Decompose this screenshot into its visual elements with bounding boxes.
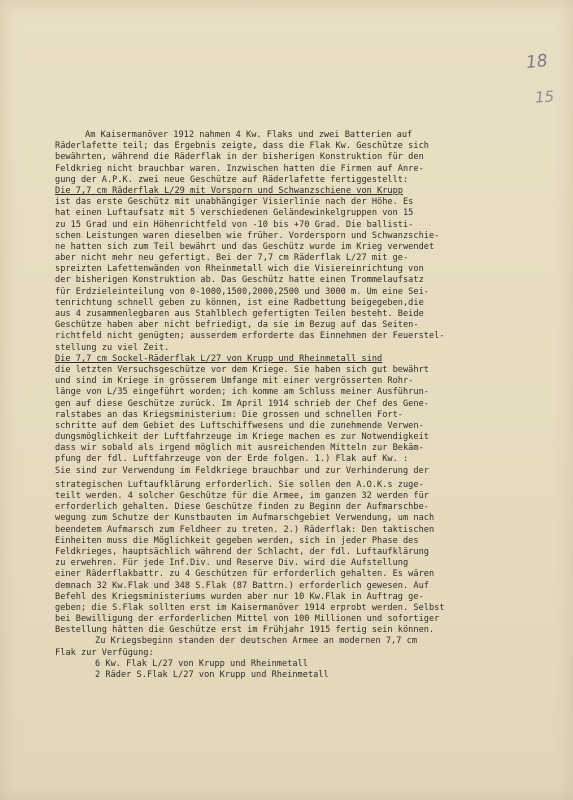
text-line: 6 Kw. Flak L/27 von Krupp und Rheinmetall xyxy=(95,658,308,669)
text-line: stellung zu viel Zeit. xyxy=(55,342,170,353)
text-line: wegung zum Schutze der Kunstbauten im Aufmarschgebiet Verwendung, um nach xyxy=(55,513,435,524)
text-line: schen Leistungen waren dieselben wie früher. Vordersporn und Schwanzschie- xyxy=(55,230,440,241)
text-line: Die 7,7 cm Räderflak L/29 mit Vorsporn und Schwanzschiene von Krupp xyxy=(55,185,403,196)
text-line: aus 4 zusammenlegbaren aus Stahlblech gefertigten Teilen besteht. Beide xyxy=(55,309,424,319)
text-line: dungsmöglichkeit der Luftfahrzeuge im Kriege machen es zur Notwendigkeit xyxy=(55,432,429,443)
text-line: Am Kaisermanöver 1912 nahmen 4 Kw. Flaks und zwei Batterien auf xyxy=(85,130,413,140)
text-line: dass wir sobald als irgend möglich mit ausreichenden Mitteln zur Bekäm- xyxy=(55,443,424,454)
text-line: gung der A.P.K. zwei neue Geschütze auf Räderlafette fertiggestellt: xyxy=(55,174,409,185)
text-line: pfung der fdl. Luftfahrzeuge von der Erde folgen. 1.) Flak auf Kw. : xyxy=(55,454,409,465)
text-line: erforderlich gehalten. Diese Geschütze finden zu Beginn der Aufmarschbe- xyxy=(55,502,429,513)
page-folio-number: 18 xyxy=(525,50,549,74)
text-line: Feldkrieg nicht brauchbar waren. Inzwischen hatten die Firmen auf Anre- xyxy=(55,163,424,174)
text-line: beendetem Aufmarsch zum Feldheer zu treten. 2.) Räderflak: Den taktischen xyxy=(55,524,435,535)
text-line: gen auf diese Geschütze zurück. Im April 1914 schrieb der Chef des Gene- xyxy=(55,398,429,409)
text-line: Bestellung hätten die Geschütze erst im Frühjahr 1915 fertig sein können. xyxy=(55,625,435,636)
text-line: hat einen Luftaufsatz mit 5 verschiedenen Geländewinkelgruppen von 15 xyxy=(55,208,414,219)
text-line: der bisherigen Konstruktion ab. Das Geschütz hatte einen Trommelaufsatz xyxy=(55,275,424,286)
text-line: strategischen Luftaufklärung erforderlich. Sie sollen den A.O.K.s zuge- xyxy=(55,479,424,490)
text-line: geben; die S.Flak sollten erst im Kaisermanöver 1914 erprobt werden. Selbst xyxy=(55,602,445,613)
text-line: Flak zur Verfügung: xyxy=(55,647,154,658)
page-folio-number-old: 15 xyxy=(534,87,555,107)
text-line: zu 15 Grad und ein Höhenrichtfeld von -10 bis +70 Grad. Die ballisti- xyxy=(55,219,414,230)
text-line: teilt werden. 4 solcher Geschütze für die Armee, im ganzen 32 werden für xyxy=(55,491,429,501)
text-line: spreizten Lafettenwänden von Rheinmetall wich die Visiereinrichtung von xyxy=(55,264,424,275)
text-line: Die 7,7 cm Sockel-Räderflak L/27 von Krupp und Rheinmetall sind xyxy=(55,353,383,364)
text-line: Einheiten muss die Möglichkeit gegeben werden, sich in jeder Phase des xyxy=(55,535,419,546)
text-line: für Erdzieleinteilung von 0-1000,1500,2000,2500 und 3000 m. Um eine Sei- xyxy=(55,286,429,297)
text-line: länge von L/35 eingeführt worden; ich komme am Schluss meiner Ausführun- xyxy=(55,387,429,398)
text-line: Räderlafette teil; das Ergebnis zeigte, dass die Flak Kw. Geschütze sich xyxy=(55,141,429,152)
text-line: bewährten, während die Räderflak in der bisherigen Konstruktion für den xyxy=(55,152,424,163)
text-line: ralstabes an das Kriegsministerium: Die grossen und schnellen Fort- xyxy=(55,409,403,420)
text-line: ne hatten sich zum Teil bewährt und das Geschütz wurde im Krieg verwendet xyxy=(55,241,435,252)
text-line: die letzten Versuchsgeschütze vor dem Kriege. Sie haben sich gut bewährt xyxy=(55,364,429,375)
text-line: richtfeld nicht genügten; ausserdem erforderte das Einnehmen der Feuerstel- xyxy=(55,331,445,342)
typewritten-text-body xyxy=(55,130,555,681)
text-line: bei Bewilligung der erforderlichen Mittel von 100 Millionen und sofortiger xyxy=(55,614,440,625)
text-line: schritte auf dem Gebiet des Luftschiffwesens und die zunehmende Verwen- xyxy=(55,420,424,431)
text-line: 2 Räder S.Flak L/27 von Krupp und Rheinmetall xyxy=(95,670,329,680)
text-line: ist das erste Geschütz mit unabhängiger Visierlinie nach der Höhe. Es xyxy=(55,197,414,208)
text-line: aber nicht mehr neu gefertigt. Bei der 7,7 cm Räderflak L/27 mit ge- xyxy=(55,253,409,264)
text-line: Sie sind zur Verwendung im Feldkriege brauchbar und zur Verhinderung der xyxy=(55,465,429,476)
text-line: Feldkrieges, hauptsächlich während der Schlacht, der fdl. Luftaufklärung xyxy=(55,546,429,557)
text-line: Befehl des Kriegsministeriums wurden aber nur 10 Kw.Flak in Auftrag ge- xyxy=(55,591,424,602)
text-line: Geschütze haben aber nicht befriedigt, da sie im Bezug auf das Seiten- xyxy=(55,320,419,331)
text-line: tenrichtung schnell geben zu können, ist eine Radbettung beigegeben,die xyxy=(55,297,424,308)
text-line: einer Räderflakbattr. zu 4 Geschützen für erforderlich gehalten. Es wären xyxy=(55,569,435,580)
text-line: Zu Kriegsbeginn standen der deutschen Armee an modernen 7,7 cm xyxy=(95,636,418,647)
text-line: und sind im Kriege in grösserem Umfange mit einer vergrösserten Rohr- xyxy=(55,376,414,387)
text-line: zu erwehren. Für jede Inf.Div. und Reserve Div. wird die Aufstellung xyxy=(55,558,409,569)
text-line: demnach 32 Kw.Flak und 348 S.Flak (87 Battrn.) erforderlich gewesen. Auf xyxy=(55,580,429,591)
